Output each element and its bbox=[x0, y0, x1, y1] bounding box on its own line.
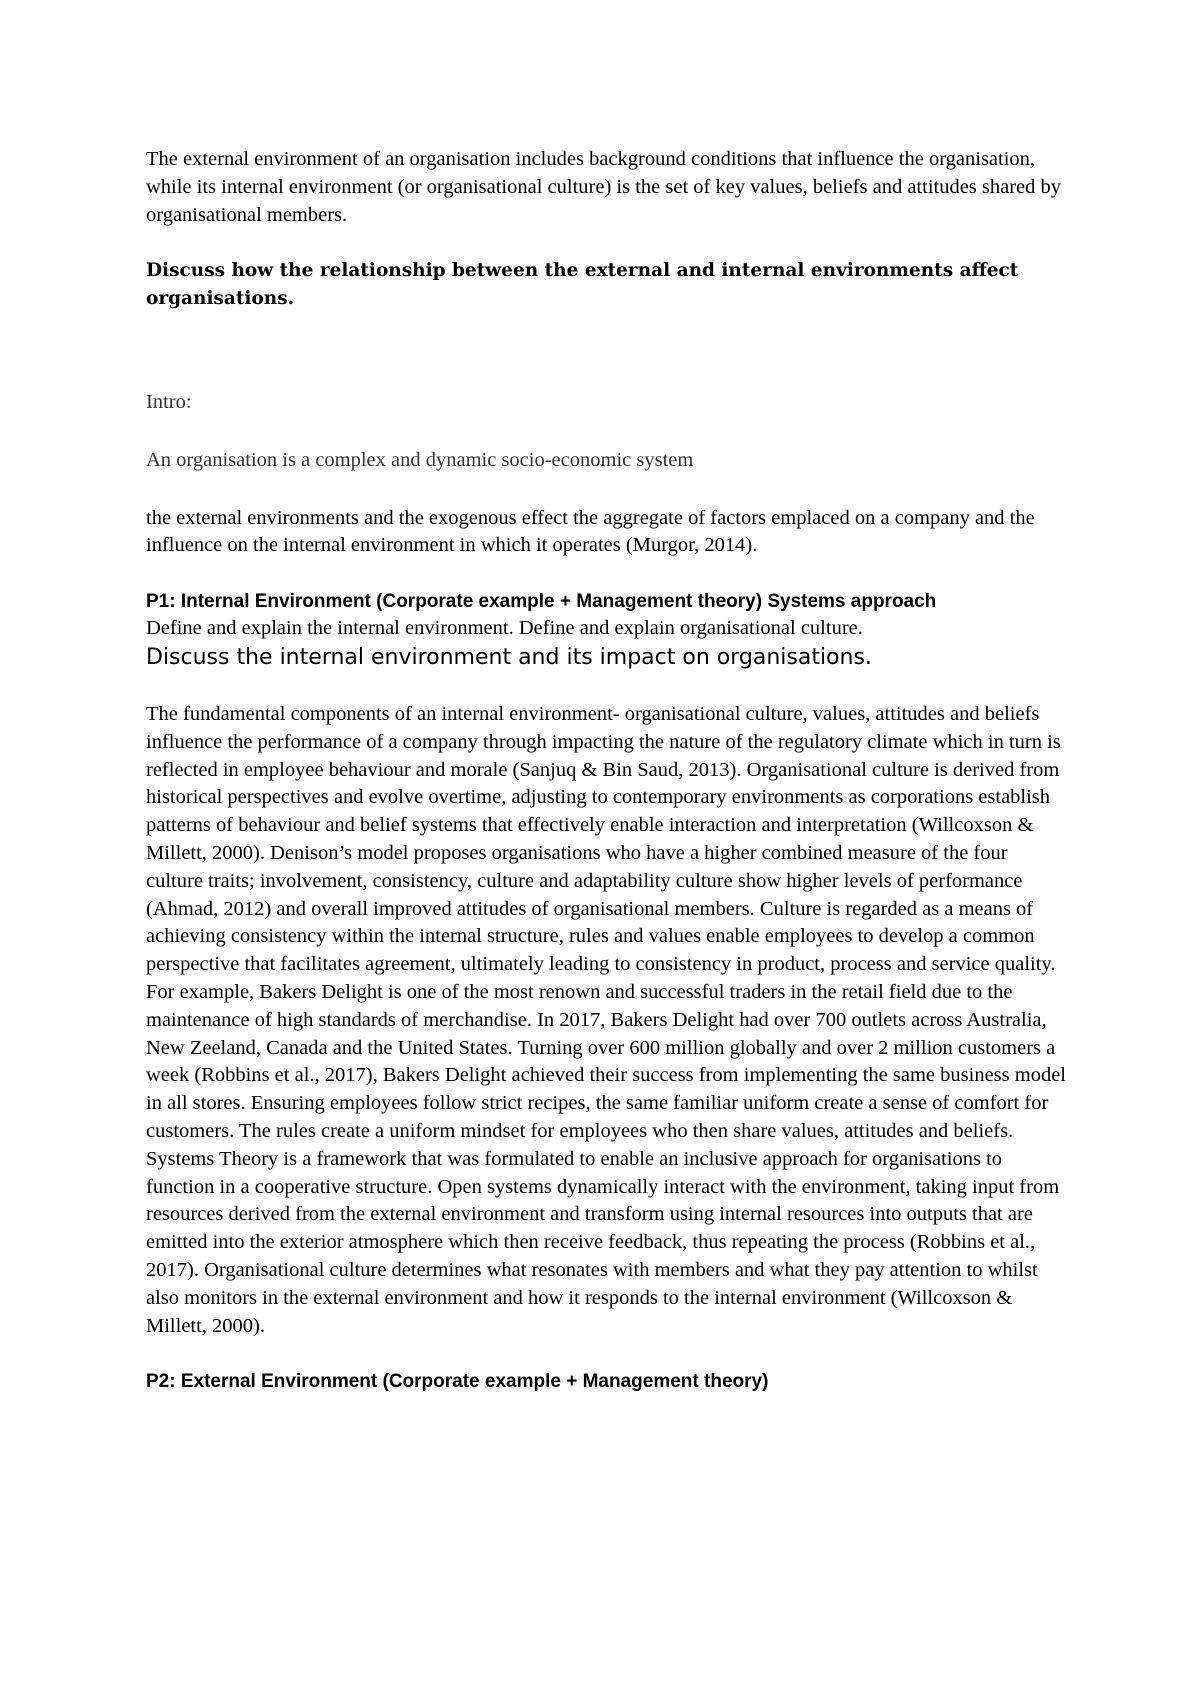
prompt-paragraph: The external environment of an organisation includes background conditions that influence the organisation, while its internal environment (or organisational culture) is the set of key values, beliefs and attitudes shared by organisational members. bbox=[146, 148, 1062, 226]
p1-instruction: Define and explain the internal environment. Define and explain organisational culture. bbox=[146, 617, 863, 640]
external-environment-paragraph: the external environments and the exogenous effect the aggregate of factors emplaced on a company and the influence on the internal environment in which it operates (Murgor, 2014). bbox=[146, 506, 1035, 557]
intro-label: Intro: bbox=[146, 390, 192, 413]
p1-heading: P1: Internal Environment (Corporate example + Management theory) Systems approach bbox=[146, 591, 937, 613]
question-heading: Discuss how the relationship between the external and internal environments affect organisations. bbox=[146, 260, 1019, 310]
p2-heading: P2: External Environment (Corporate example + Management theory) bbox=[146, 1371, 769, 1393]
document-page bbox=[146, 146, 1066, 1395]
p1-discuss-prompt: Discuss the internal environment and its impact on organisations. bbox=[146, 644, 872, 670]
intro-line: An organisation is a complex and dynamic socio-economic system bbox=[146, 448, 694, 471]
p1-body-paragraph: The fundamental components of an internal environment- organisational culture, values, attitudes and beliefs influence the performance of a company through impacting the nature of the regulatory climate which in turn is reflected in employee behaviour and morale (Sanjuq & Bin Saud, 2013). Organisational culture is derived from historical perspectives and evolve overtime, adjusting to contemporary environments as corporations establish patterns of behaviour and belief systems that effectively enable interaction and interpretation (Willcoxson & Millett, 2000). Denison’s model proposes organisations who have a higher combined measure of the four culture traits; involvement, consistency, culture and adaptability culture show higher levels of performance (Ahmad, 2012) and overall improved attitudes of organisational members. Culture is regarded as a means of achieving consistency within the internal structure, rules and values enable employees to develop a common perspective that facilitates agreement, ultimately leading to consistency in product, process and service quality. For example, Bakers Delight is one of the most renown and successful traders in the retail field due to the maintenance of high standards of merchandise. In 2017, Bakers Delight had over 700 outlets across Australia, New Zeeland, Canada and the United States. Turning over 600 million globally and over 2 million customers a week (Robbins et al., 2017), Bakers Delight achieved their success from implementing the same business model in all stores. Ensuring employees follow strict recipes, the same familiar uniform create a sense of comfort for customers. The rules create a uniform mindset for employees who then share values, attitudes and beliefs. Systems Theory is a framework that was formulated to enable an inclusive approach for organisations to function in a cooperative structure. Open systems dynamically interact with the environment, taking input from resources derived from the external environment and transform using internal resources into outputs that are emitted into the exterior atmosphere which then receive feedback, thus repeating the process (Robbins et al., 2017). Organisational culture determines what resonates with members and what they pay attention to whilst also monitors in the external environment and how it responds to the internal environment (Willcoxson & Millett, 2000). bbox=[146, 702, 1066, 1337]
